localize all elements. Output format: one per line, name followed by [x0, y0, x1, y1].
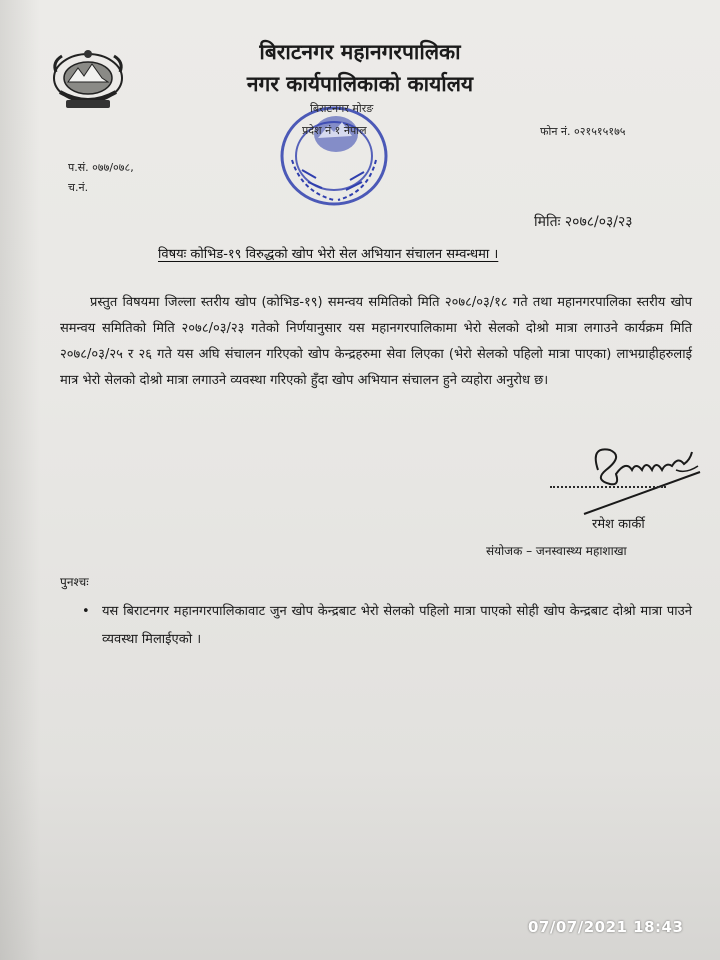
photo-timestamp: 07/07/2021 18:43 — [528, 918, 684, 936]
page-shadow — [0, 0, 40, 960]
office-title: बिराटनगर महानगरपालिका — [259, 40, 461, 64]
postscript-item-text: यस बिराटनगर महानगरपालिकावाट जुन खोप केन्द्रबाट भेरो सेलको पहिलो मात्रा पाएको सोही खोप केन्द्रबाट दोश्रो मात्रा पाउने व्यवस्था मिलाईएको । — [102, 604, 692, 647]
letter-date: मितिः २०७८/०३/२३ — [534, 214, 633, 230]
handwritten-signature-icon — [580, 440, 704, 520]
signatory-name: रमेश कार्की — [592, 517, 645, 532]
postscript-label: पुनश्चः — [60, 575, 89, 589]
office-stamp-icon — [272, 100, 400, 218]
patra-sankhya: प.सं. ०७७/०७८, — [68, 161, 134, 174]
signature-line — [550, 486, 666, 488]
signatory-designation: संयोजक – जनस्वास्थ्य महाशाखा — [486, 544, 627, 558]
phone-number: फोन नं. ०२१५१५१७५ — [540, 125, 626, 138]
chalani-number: च.नं. — [68, 181, 89, 194]
letter-subject: विषयः कोभिड-१९ विरुद्धको खोप भेरो सेल अभियान संचालन सम्वन्धमा । — [158, 247, 499, 262]
office-subtitle: नगर कार्यपालिकाको कार्यालय — [246, 72, 474, 96]
stamp-text-line2: प्रदेश नं १ नेपाल — [302, 124, 367, 137]
postscript-item — [80, 598, 692, 654]
stamp-text-line1: बिराटनगर मोरङ — [310, 102, 374, 115]
postscript-bullet: • — [82, 604, 90, 619]
letter-body: प्रस्तुत विषयमा जिल्ला स्तरीय खोप (कोभिड-१९) समन्वय समितिको मिति २०७८/०३/१८ गते तथा महानगरपालिका स्तरीय खोप समन्वय समितिको मिति २०७८/०३/२३ गतेको निर्णयानुसार यस महानगरपालिकामा भेरो सेलको दोश्रो मात्रा लगाउने कार्यक्रम मिति २०७८/०३/२५ र २६ गते यस अघि संचालन गरिएको खोप केन्द्रहरुमा सेवा लिएका (भेरो सेलको पहिलो मात्रा पाएका) लाभग्राहीहरुलाई मात्र भेरो सेलको दोश्रो मात्रा लगाउने व्यवस्था गरिएको हुँदा खोप अभियान संचालन हुने व्यहोरा अनुरोध छ। — [60, 295, 692, 388]
